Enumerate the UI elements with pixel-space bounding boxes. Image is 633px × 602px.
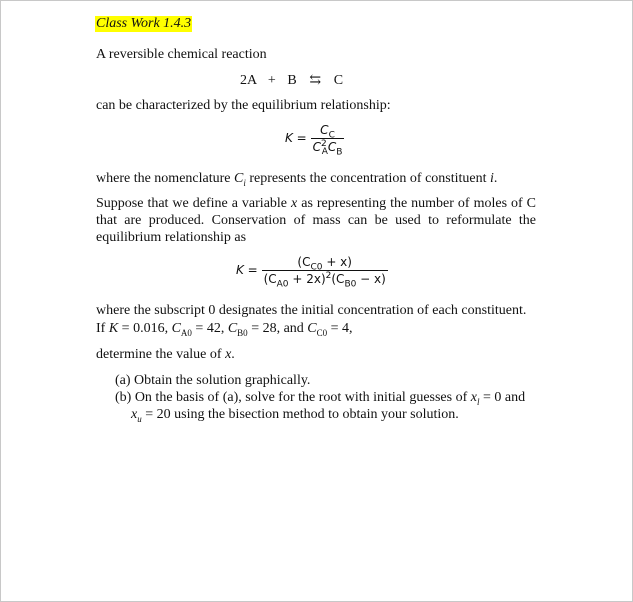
characterized-text: can be characterized by the equilibrium relationship:: [96, 98, 391, 113]
product: C: [333, 73, 344, 88]
equation-1: [285, 122, 344, 158]
eq2-denominator: $(C_{A0} + 2x)^2(C_{B0} - x)$: [263, 271, 386, 290]
eq1-numerator: $C_C$: [320, 123, 335, 141]
reactant-2: B: [287, 73, 297, 88]
eq2-numerator: $(C_{C0} + x)$: [297, 255, 352, 273]
given-values: If K = 0.016, $C_{A0} = 42$, $C_{B0} = 28$, and $C_{C0} = 4$,: [96, 321, 353, 338]
suppose-paragraph: Suppose that we define a variable x as representing the number of moles of C that are produced. Conservation of mass can be used to reformulate the equilibrium relationship as: [96, 196, 537, 245]
nomenclature-text: where the nomenclature $C_i$ represents the concentration of constituent i.: [96, 171, 498, 188]
eq1-lhs: K =: [285, 131, 307, 145]
page-title: Class Work 1.4.3: [96, 16, 192, 31]
equation-2: [236, 254, 388, 290]
intro-text: A reversible chemical reaction: [96, 47, 267, 62]
equilibrium-arrow-icon: ⇆: [309, 73, 322, 88]
determine-text: determine the value of x.: [96, 347, 235, 362]
list-item-a: (a) Obtain the solution graphically.: [115, 373, 311, 388]
reaction-equation: [240, 73, 343, 89]
plus-sign: +: [267, 73, 276, 88]
list-item-b-line2: $x_u = 20$ using the bisection method to obtain your solution.: [131, 407, 459, 424]
eq1-fraction: [311, 122, 345, 158]
subscript-note: where the subscript 0 designates the initial concentration of each constituent.: [96, 303, 527, 318]
reactant-1: 2A: [240, 73, 257, 88]
eq1-denominator: $C^2_AC_B$: [312, 139, 343, 158]
list-item-b-line1: (b) On the basis of (a), solve for the root with initial guesses of $x_l = 0$ and: [115, 390, 526, 407]
eq2-lhs: K =: [236, 263, 258, 277]
eq2-fraction: [262, 254, 388, 290]
